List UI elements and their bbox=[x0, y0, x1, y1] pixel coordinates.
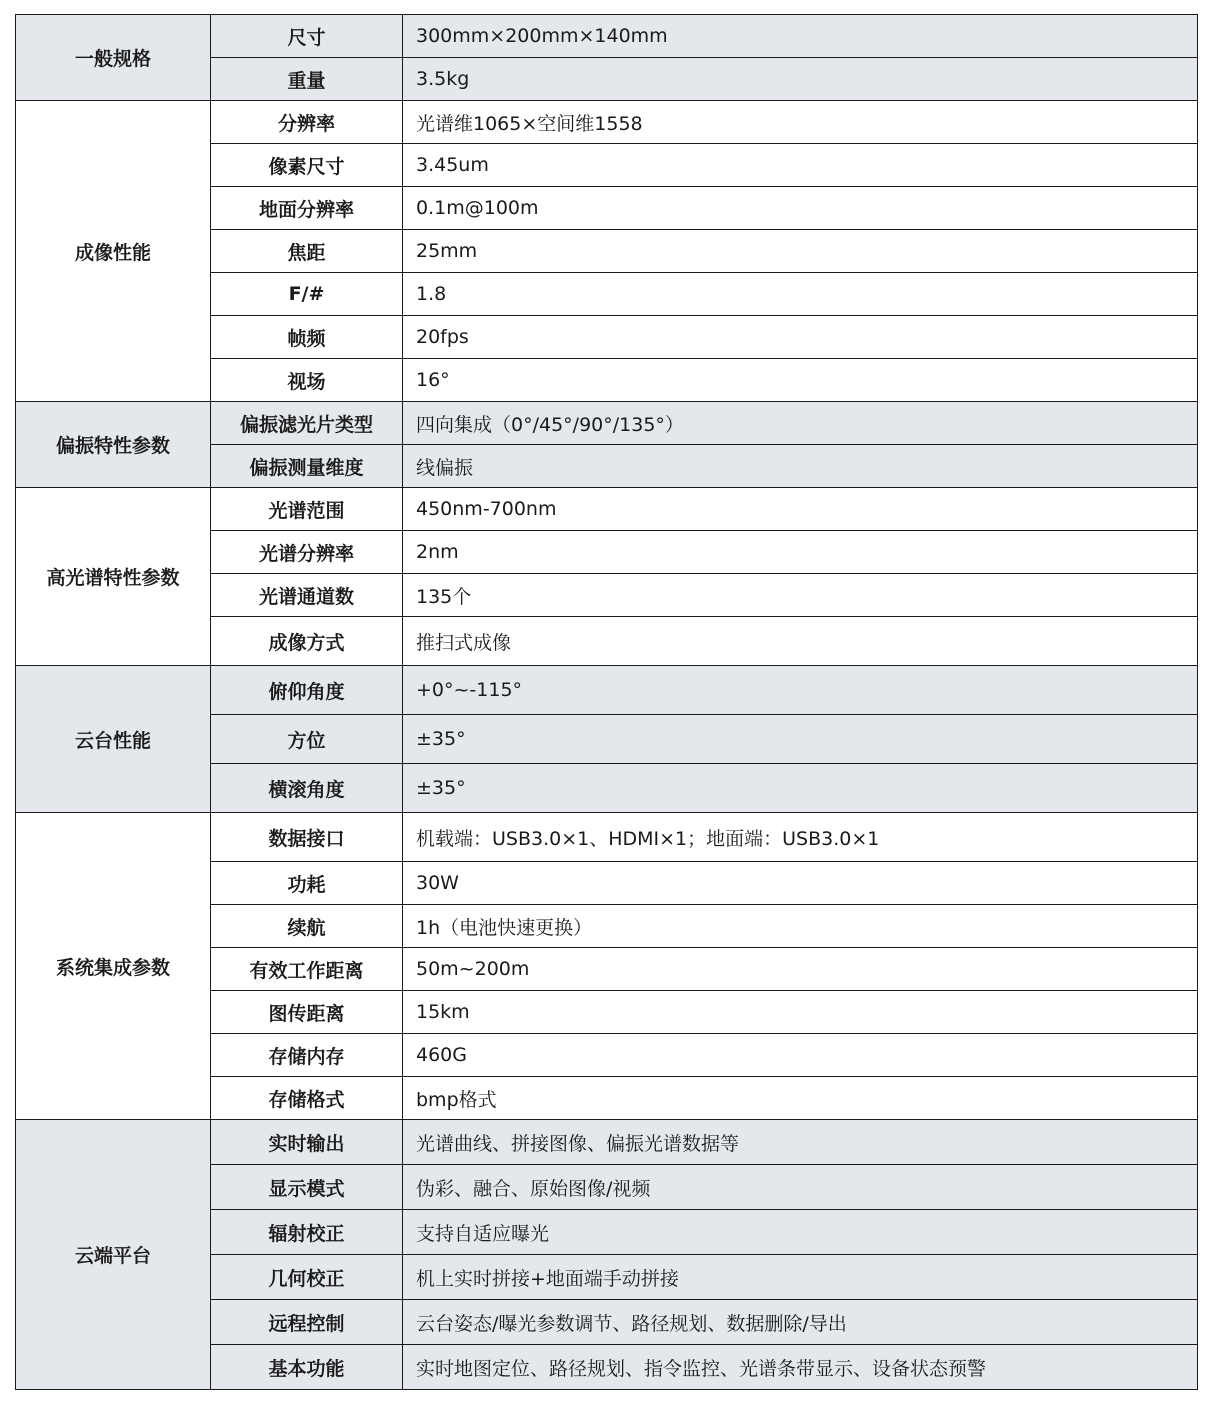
spec-value: 光谱维1065×空间维1558 bbox=[403, 101, 1198, 144]
table-row bbox=[16, 666, 1198, 715]
spec-key: 存储格式 bbox=[211, 1077, 403, 1120]
spec-key: 显示模式 bbox=[211, 1165, 403, 1210]
spec-value: 460G bbox=[403, 1034, 1198, 1077]
spec-key: 续航 bbox=[211, 905, 403, 948]
spec-value: +0°~-115° bbox=[403, 666, 1198, 715]
spec-value: bmp格式 bbox=[403, 1077, 1198, 1120]
section-category: 云端平台 bbox=[16, 1120, 211, 1390]
spec-key: 存储内存 bbox=[211, 1034, 403, 1077]
spec-key: 俯仰角度 bbox=[211, 666, 403, 715]
spec-value: 0.1m@100m bbox=[403, 187, 1198, 230]
spec-key: 有效工作距离 bbox=[211, 948, 403, 991]
spec-key: 远程控制 bbox=[211, 1300, 403, 1345]
spec-value: 3.5kg bbox=[403, 58, 1198, 101]
spec-value: 云台姿态/曝光参数调节、路径规划、数据删除/导出 bbox=[403, 1300, 1198, 1345]
spec-value: ±35° bbox=[403, 764, 1198, 813]
spec-value: 实时地图定位、路径规划、指令监控、光谱条带显示、设备状态预警 bbox=[403, 1345, 1198, 1390]
table-row bbox=[16, 402, 1198, 445]
spec-key: 方位 bbox=[211, 715, 403, 764]
spec-key: 几何校正 bbox=[211, 1255, 403, 1300]
spec-value: ±35° bbox=[403, 715, 1198, 764]
section-category: 高光谱特性参数 bbox=[16, 488, 211, 666]
spec-value: 机载端：USB3.0×1、HDMI×1；地面端：USB3.0×1 bbox=[403, 813, 1198, 862]
spec-key: 数据接口 bbox=[211, 813, 403, 862]
spec-key: 光谱范围 bbox=[211, 488, 403, 531]
spec-value: 支持自适应曝光 bbox=[403, 1210, 1198, 1255]
spec-key: 焦距 bbox=[211, 230, 403, 273]
table-row bbox=[16, 101, 1198, 144]
spec-key: F/# bbox=[211, 273, 403, 316]
spec-key: 分辨率 bbox=[211, 101, 403, 144]
spec-value: 光谱曲线、拼接图像、偏振光谱数据等 bbox=[403, 1120, 1198, 1165]
table-row bbox=[16, 1120, 1198, 1165]
spec-table-body bbox=[16, 15, 1198, 1390]
spec-value: 16° bbox=[403, 359, 1198, 402]
spec-key: 实时输出 bbox=[211, 1120, 403, 1165]
spec-value: 推扫式成像 bbox=[403, 617, 1198, 666]
spec-key: 尺寸 bbox=[211, 15, 403, 58]
spec-key: 光谱通道数 bbox=[211, 574, 403, 617]
spec-key: 图传距离 bbox=[211, 991, 403, 1034]
spec-value: 15km bbox=[403, 991, 1198, 1034]
spec-key: 像素尺寸 bbox=[211, 144, 403, 187]
section-category: 云台性能 bbox=[16, 666, 211, 813]
spec-key: 基本功能 bbox=[211, 1345, 403, 1390]
spec-key: 偏振测量维度 bbox=[211, 445, 403, 488]
spec-key: 帧频 bbox=[211, 316, 403, 359]
spec-key: 光谱分辨率 bbox=[211, 531, 403, 574]
spec-value: 机上实时拼接+地面端手动拼接 bbox=[403, 1255, 1198, 1300]
spec-key: 横滚角度 bbox=[211, 764, 403, 813]
spec-value: 20fps bbox=[403, 316, 1198, 359]
table-row bbox=[16, 15, 1198, 58]
table-row bbox=[16, 813, 1198, 862]
spec-table bbox=[15, 14, 1198, 1390]
spec-key: 地面分辨率 bbox=[211, 187, 403, 230]
spec-key: 辐射校正 bbox=[211, 1210, 403, 1255]
spec-value: 伪彩、融合、原始图像/视频 bbox=[403, 1165, 1198, 1210]
spec-value: 135个 bbox=[403, 574, 1198, 617]
spec-key: 成像方式 bbox=[211, 617, 403, 666]
spec-value: 30W bbox=[403, 862, 1198, 905]
spec-value: 2nm bbox=[403, 531, 1198, 574]
spec-value: 300mm×200mm×140mm bbox=[403, 15, 1198, 58]
spec-key: 功耗 bbox=[211, 862, 403, 905]
spec-value: 50m~200m bbox=[403, 948, 1198, 991]
spec-value: 3.45um bbox=[403, 144, 1198, 187]
spec-value: 线偏振 bbox=[403, 445, 1198, 488]
section-category: 系统集成参数 bbox=[16, 813, 211, 1120]
section-category: 成像性能 bbox=[16, 101, 211, 402]
spec-value: 1.8 bbox=[403, 273, 1198, 316]
spec-value: 1h（电池快速更换） bbox=[403, 905, 1198, 948]
spec-key: 偏振滤光片类型 bbox=[211, 402, 403, 445]
spec-value: 25mm bbox=[403, 230, 1198, 273]
section-category: 一般规格 bbox=[16, 15, 211, 101]
table-row bbox=[16, 488, 1198, 531]
spec-key: 视场 bbox=[211, 359, 403, 402]
spec-value: 450nm-700nm bbox=[403, 488, 1198, 531]
spec-value: 四向集成（0°/45°/90°/135°） bbox=[403, 402, 1198, 445]
section-category: 偏振特性参数 bbox=[16, 402, 211, 488]
spec-key: 重量 bbox=[211, 58, 403, 101]
